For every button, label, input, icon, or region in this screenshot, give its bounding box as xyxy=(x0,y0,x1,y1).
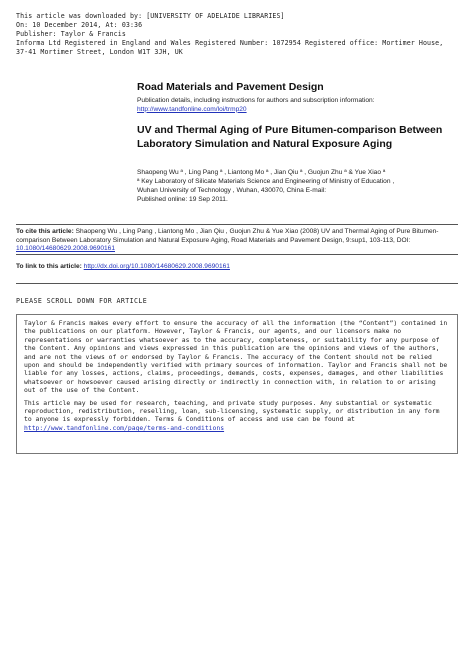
journal-url-link[interactable]: http://www.tandfonline.com/loi/trmp20 xyxy=(137,105,247,113)
publication-details-label: Publication details, including instructions for authors and subscription information: xyxy=(137,97,375,104)
article-doi-link[interactable]: http://dx.doi.org/10.1080/14680629.2008.9690161 xyxy=(83,263,230,270)
divider xyxy=(16,283,458,284)
link-label: To link to this article: xyxy=(16,263,82,270)
citation-label: To cite this article: xyxy=(16,228,74,235)
download-line-3: Publisher: Taylor & Francis xyxy=(16,30,126,38)
authors-list: Shaopeng Wu ª , Ling Pang ª , Liantong Mo ª , Jian Qiu ª , Guojun Zhu ª & Yue Xiao ª xyxy=(137,169,386,176)
published-date: Published online: 19 Sep 2011. xyxy=(137,196,228,203)
disclaimer-text xyxy=(24,319,450,432)
download-info xyxy=(16,12,456,57)
affiliation-line-1: ª Key Laboratory of Silicate Materials Science and Engineering of Ministry of Education , xyxy=(137,178,395,185)
journal-block xyxy=(137,81,459,114)
divider xyxy=(16,254,458,255)
publication-details xyxy=(137,97,459,114)
disclaimer-paragraph-2-text: This article may be used for research, teaching, and private study purposes. Any substantial or systematic reproduction, redistribution, reselling, loan, sub-licensing, systematic supply, or distribution in any form to anyone is expressly forbidden. Terms & Conditions of access and use can be found at xyxy=(24,398,440,424)
terms-conditions-link[interactable]: http://www.tandfonline.com/page/terms-and-conditions xyxy=(24,423,225,432)
scroll-notice: PLEASE SCROLL DOWN FOR ARTICLE xyxy=(16,297,148,305)
download-line-2: On: 10 December 2014, At: 03:36 xyxy=(16,21,143,29)
journal-title: Road Materials and Pavement Design xyxy=(137,81,324,93)
citation-text: Shaopeng Wu , Ling Pang , Liantong Mo , Jian Qiu , Guojun Zhu & Yue Xiao (2008) UV and Thermal Aging of Pure Bitumen-comparison Between Laboratory Simulation and Natural Exposure Aging, Road Materials and Pavement Design, 9:sup1, 103-113, DOI: xyxy=(16,228,439,244)
divider xyxy=(16,224,458,225)
disclaimer-paragraph-2 xyxy=(24,399,450,433)
authors-block xyxy=(137,168,459,204)
citation-doi-link[interactable]: 10.1080/14680629.2008.9690161 xyxy=(16,245,116,253)
article-title: UV and Thermal Aging of Pure Bitumen-comparison Between Laboratory Simulation and Natural Exposure Aging xyxy=(137,124,443,150)
disclaimer-paragraph-1: Taylor & Francis makes every effort to ensure the accuracy of all the information (the “Content”) contained in the publications on our platform. However, Taylor & Francis, our agents, and our licensors make no representations or warranties whatsoever as to the accuracy, completeness, or suitability for any purpose of the Content. Any opinions and views expressed in this publication are the opinions and views of the authors, and are not the views of or endorsed by Taylor & Francis. The accuracy of the Content should not be relied upon and should be independently verified with primary sources of information. Taylor and Francis shall not be liable for any losses, actions, claims, proceedings, demands, costs, expenses, damages, and other liabilities whatsoever or howsoever caused arising directly or indirectly in connection with, in relation to or arising out of the use of the Content. xyxy=(24,319,448,395)
affiliation-line-2: Wuhan University of Technology , Wuhan, 430070, China E-mail: xyxy=(137,187,327,194)
download-line-4: Informa Ltd Registered in England and Wales Registered Number: 1072954 Registered office: Mortimer House, 37-41 Mortimer Street, London W1T 3JH, UK xyxy=(16,39,444,56)
disclaimer-box xyxy=(16,314,458,454)
link-block xyxy=(16,263,458,272)
citation-block xyxy=(16,228,458,254)
download-line-1: This article was downloaded by: [UNIVERSITY OF ADELAIDE LIBRARIES] xyxy=(16,12,285,20)
